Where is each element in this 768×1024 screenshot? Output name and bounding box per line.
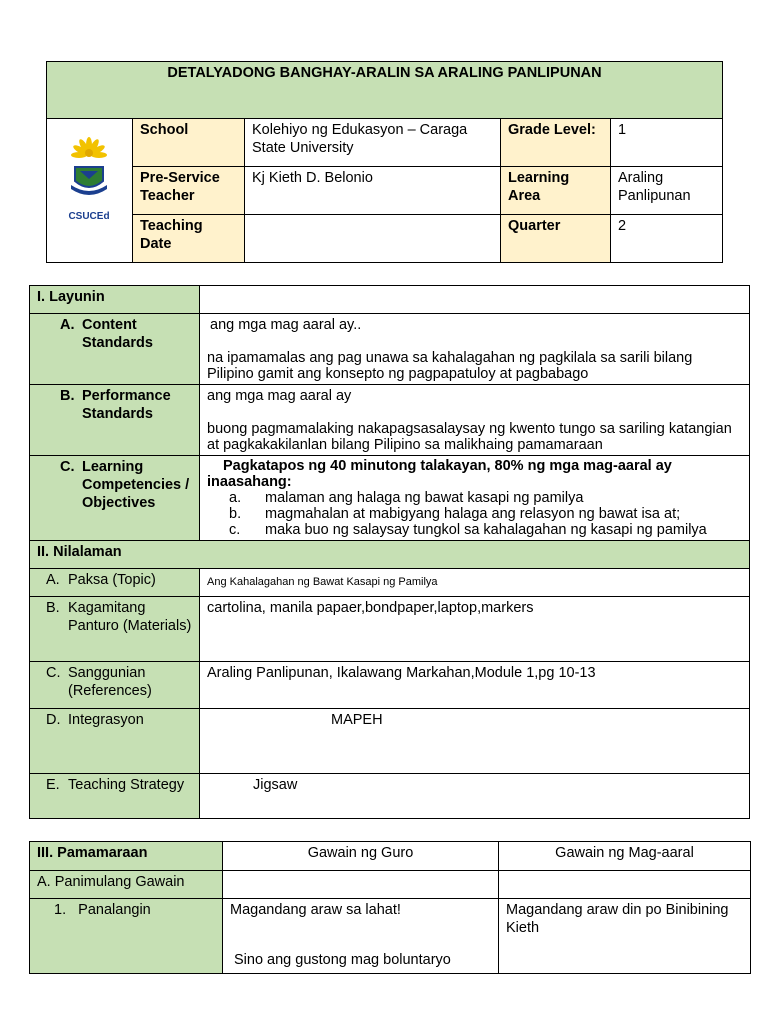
csuced-logo-icon (47, 119, 132, 257)
objectives-list (207, 490, 742, 538)
nilalaman-heading: II. Nilalaman (30, 541, 750, 569)
performance-standards-line1: ang mga mag aaral ay (207, 388, 352, 404)
sanggunian-value: Araling Panlipunan, Ikalawang Markahan,Module 1,pg 10-13 (200, 662, 750, 709)
gawain-guro-header: Gawain ng Guro (223, 842, 499, 871)
kagamitang-label-text: Kagamitang Panturo (Materials) (68, 600, 192, 634)
teaching-strategy-label: E. Teaching Strategy (30, 774, 200, 819)
teaching-date-value (245, 215, 501, 263)
quarter-value: 2 (611, 215, 723, 263)
kagamitang-value: cartolina, manila papaer,bondpaper,laptop,markers (200, 597, 750, 662)
guro-volunteer-prompt: Sino ang gustong mag boluntaryo (234, 952, 451, 968)
teaching-date-label: Teaching Date (133, 215, 245, 263)
header-table (46, 61, 723, 263)
logo-cell (47, 119, 133, 263)
panalangin-label: 1. Panalangin (30, 899, 223, 974)
objective-item: c. maka buo ng salaysay tungkol sa kahalagahan ng kasapi ng pamilya (229, 522, 707, 538)
integrasyon-label: D. Integrasyon (30, 709, 200, 774)
grade-level-value: 1 (611, 119, 723, 167)
kagamitang-label: B. Kagamitang Panturo (Materials) (30, 597, 200, 662)
teaching-strategy-value: Jigsaw (200, 774, 750, 819)
objectives-intro: Pagkatapos ng 40 minutong talakayan, 80% ng mga mag-aaral ay inaasahang: (207, 458, 672, 490)
content-standards-line1: ang mga mag aaral ay.. (210, 317, 362, 333)
performance-standards-line2: buong pagmamalaking nakapagsasalaysay ng kwento tungo sa sariling katangian at pagkakakilanlan bilang Pilipino sa malikhaing pamamaraan (207, 421, 732, 453)
content-standards-value (200, 314, 750, 385)
content-standards-line2: na ipamamalas ang pag unawa sa kahalagahan ng pagkilala sa sarili bilang Pilipino gamit ang konsepto ng pagpapatuloy at pagbabago (207, 350, 693, 382)
quarter-label: Quarter (501, 215, 611, 263)
integrasyon-value: MAPEH (200, 709, 750, 774)
document-title: DETALYADONG BANGHAY-ARALIN SA ARALING PANLIPUNAN (47, 62, 723, 119)
school-value: Kolehiyo ng Edukasyon – Caraga State University (245, 119, 501, 167)
learning-area-label: Learning Area (501, 167, 611, 215)
paksa-label-text: Paksa (Topic) (68, 572, 156, 588)
school-logo (47, 119, 132, 262)
layunin-table (29, 285, 750, 819)
content-standards-label: A. Content Standards (30, 314, 200, 385)
content-standards-text: Content Standards (82, 317, 153, 351)
logo-text: CSUCEd (68, 211, 110, 222)
panimulang-gawain-label: A. Panimulang Gawain (30, 871, 223, 899)
teacher-label: Pre-Service Teacher (133, 167, 245, 215)
paksa-value: Ang Kahalagahan ng Bawat Kasapi ng Pamilya (200, 569, 750, 597)
panimulang-magaaral-empty (499, 871, 751, 899)
pamamaraan-table (29, 841, 751, 974)
integrasyon-label-text: Integrasyon (68, 712, 144, 728)
pamamaraan-heading: III. Pamamaraan (30, 842, 223, 871)
guro-greeting: Magandang araw sa lahat! (230, 902, 401, 918)
sanggunian-label-text: Sanggunian (References) (68, 665, 152, 699)
teaching-strategy-label-text: Teaching Strategy (68, 777, 185, 793)
learning-competencies-label: C. Learning Competencies / Objectives (30, 456, 200, 541)
performance-standards-value (200, 385, 750, 456)
grade-level-label: Grade Level: (501, 119, 611, 167)
sanggunian-label: C. Sanggunian (References) (30, 662, 200, 709)
paksa-label: A. Paksa (Topic) (30, 569, 200, 597)
learning-area-value: Araling Panlipunan (611, 167, 723, 215)
layunin-empty (200, 286, 750, 314)
school-label: School (133, 119, 245, 167)
objective-item: b. magmahalan at mabigyang halaga ang relasyon ng bawat isa at; (229, 506, 681, 522)
performance-standards-label: B. Performance Standards (30, 385, 200, 456)
performance-standards-text: Performance Standards (82, 388, 171, 422)
objective-item: a. malaman ang halaga ng bawat kasapi ng pamilya (229, 490, 584, 506)
panimulang-guro-empty (223, 871, 499, 899)
gawain-magaaral-header: Gawain ng Mag-aaral (499, 842, 751, 871)
panalangin-guro (223, 899, 499, 974)
teacher-value: Kj Kieth D. Belonio (245, 167, 501, 215)
layunin-heading: I. Layunin (30, 286, 200, 314)
panalangin-magaaral: Magandang araw din po Binibining Kieth (499, 899, 751, 974)
learning-competencies-text: Learning Competencies / Objectives (82, 459, 190, 511)
learning-competencies-value (200, 456, 750, 541)
